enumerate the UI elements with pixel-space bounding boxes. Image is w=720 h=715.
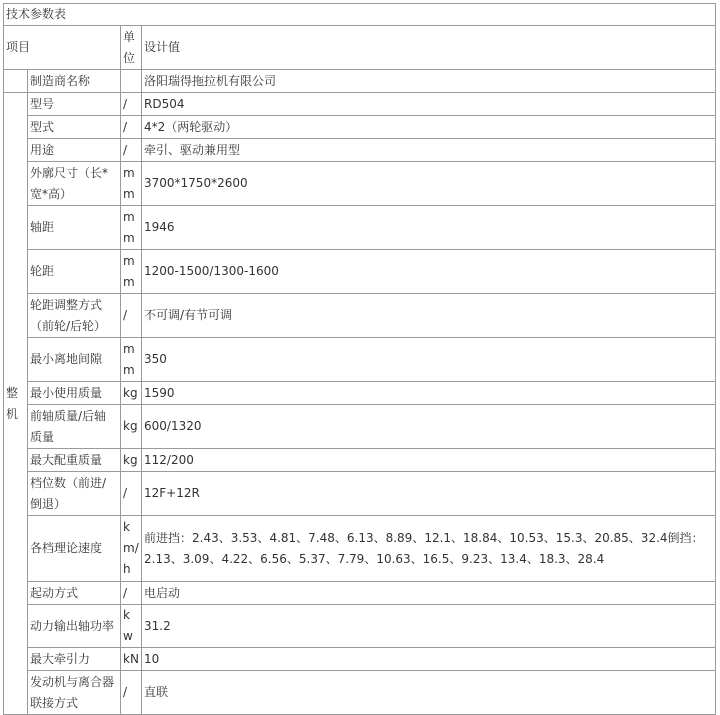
table-row [4, 250, 716, 294]
row-value: 前进挡：2.43、3.53、4.81、7.48、6.13、8.89、12.1、18.84、10.53、15.3、20.85、32.4倒挡：2.13、3.09、4.22、6.56、5.37、7.79、10.63、16.5、9.23、13.4、18.3、28.4 [142, 516, 716, 582]
table-row [4, 648, 716, 671]
table-row [4, 206, 716, 250]
row-label: 起动方式 [28, 582, 121, 605]
row-unit: km/h [121, 516, 142, 582]
spec-table [3, 3, 716, 715]
header-item: 项目 [4, 26, 121, 70]
row-unit: / [121, 139, 142, 162]
row-label: 动力输出轴功率 [28, 605, 121, 648]
row-unit: / [121, 294, 142, 338]
row-label: 制造商名称 [28, 70, 121, 93]
row-value: 350 [142, 338, 716, 382]
row-label: 最大配重质量 [28, 449, 121, 472]
row-value: 洛阳瑞得拖拉机有限公司 [142, 70, 716, 93]
row-unit: mm [121, 206, 142, 250]
table-row [4, 405, 716, 449]
row-value: 12F+12R [142, 472, 716, 516]
row-unit: mm [121, 162, 142, 206]
table-row [4, 116, 716, 139]
row-value: 电启动 [142, 582, 716, 605]
row-label: 前轴质量/后轴质量 [28, 405, 121, 449]
row-label: 型式 [28, 116, 121, 139]
row-label: 最小使用质量 [28, 382, 121, 405]
row-unit: kw [121, 605, 142, 648]
table-row [4, 139, 716, 162]
table-row [4, 449, 716, 472]
table-title: 技术参数表 [4, 4, 716, 26]
row-label: 最小离地间隙 [28, 338, 121, 382]
table-row [4, 162, 716, 206]
row-label: 轴距 [28, 206, 121, 250]
header-unit: 单位 [121, 26, 142, 70]
row-unit: / [121, 472, 142, 516]
row-value: 1590 [142, 382, 716, 405]
row-label: 轮距 [28, 250, 121, 294]
row-unit: / [121, 582, 142, 605]
row-unit: mm [121, 250, 142, 294]
table-row [4, 516, 716, 582]
row-unit [121, 70, 142, 93]
row-unit: / [121, 93, 142, 116]
row-value: RD504 [142, 93, 716, 116]
table-row [4, 294, 716, 338]
row-label: 型号 [28, 93, 121, 116]
row-unit: / [121, 116, 142, 139]
table-row [4, 338, 716, 382]
row-label: 轮距调整方式（前轮/后轮） [28, 294, 121, 338]
table-row [4, 382, 716, 405]
row-unit: kg [121, 405, 142, 449]
row-unit: kg [121, 382, 142, 405]
row-unit: mm [121, 338, 142, 382]
row-value: 600/1320 [142, 405, 716, 449]
row-value: 31.2 [142, 605, 716, 648]
table-row [4, 70, 716, 93]
table-row [4, 671, 716, 715]
table-row [4, 605, 716, 648]
row-label: 各档理论速度 [28, 516, 121, 582]
row-value: 4*2（两轮驱动） [142, 116, 716, 139]
header-value: 设计值 [142, 26, 716, 70]
row-label: 用途 [28, 139, 121, 162]
row-value: 不可调/有节可调 [142, 294, 716, 338]
row-value: 10 [142, 648, 716, 671]
row-value: 112/200 [142, 449, 716, 472]
title-row [4, 4, 716, 26]
row-value: 牵引、驱动兼用型 [142, 139, 716, 162]
group-label: 整机 [4, 93, 28, 715]
row-value: 1946 [142, 206, 716, 250]
row-label: 发动机与离合器联接方式 [28, 671, 121, 715]
table-row [4, 472, 716, 516]
row-value: 3700*1750*2600 [142, 162, 716, 206]
table-row [4, 93, 716, 116]
row-label: 最大牵引力 [28, 648, 121, 671]
header-row [4, 26, 716, 70]
table-row [4, 582, 716, 605]
row-value: 直联 [142, 671, 716, 715]
empty-cell [4, 70, 28, 93]
row-unit: kg [121, 449, 142, 472]
row-label: 档位数（前进/倒退） [28, 472, 121, 516]
row-unit: / [121, 671, 142, 715]
row-value: 1200-1500/1300-1600 [142, 250, 716, 294]
row-unit: kN [121, 648, 142, 671]
row-label: 外廓尺寸（长*宽*高） [28, 162, 121, 206]
